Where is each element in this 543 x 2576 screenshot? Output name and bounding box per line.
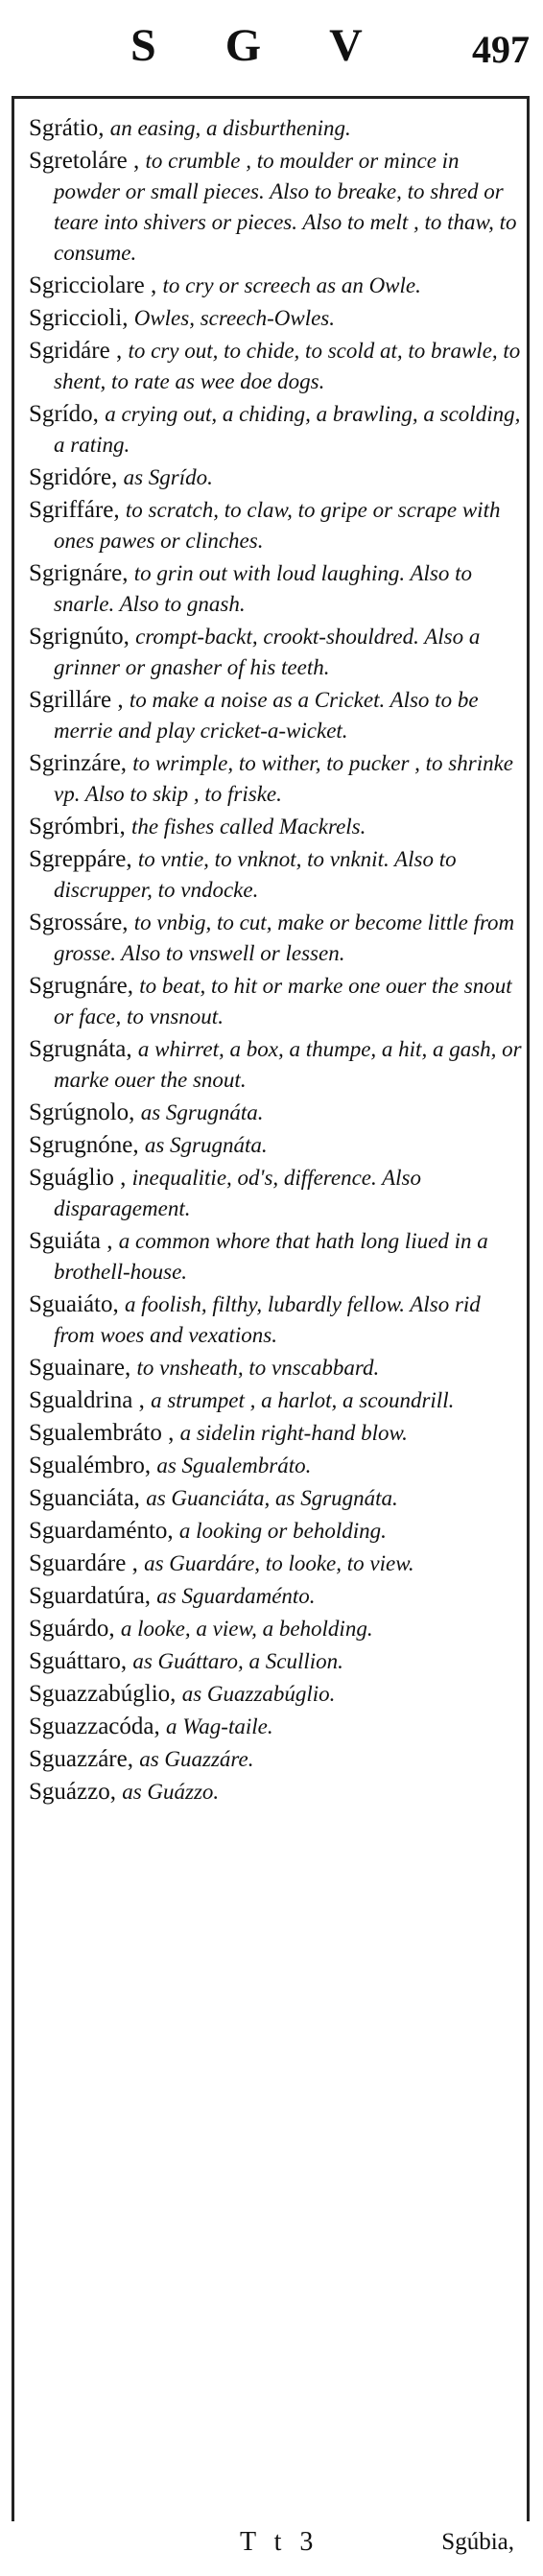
headword: Sgrinzáre, bbox=[29, 750, 128, 776]
definition: as Sguardaménto. bbox=[156, 1584, 316, 1608]
definition: to vnsheath, to vnscabbard. bbox=[136, 1356, 380, 1380]
headword: Sgrignáre, bbox=[29, 560, 129, 586]
headword: Sgrómbri, bbox=[29, 814, 126, 839]
dictionary-entry bbox=[29, 113, 526, 144]
definition: to vntie, to vnknot, to vnknit. Also to discrupper, to vndocke. bbox=[54, 847, 457, 902]
dictionary-entry bbox=[29, 971, 526, 1032]
headword: Sguárdo, bbox=[29, 1616, 115, 1642]
headword: Sgrugnáta, bbox=[29, 1036, 132, 1062]
definition: as Sgrugnáta. bbox=[140, 1100, 264, 1124]
dictionary-entry bbox=[29, 495, 526, 556]
signature-mark: T t 3 bbox=[240, 2527, 319, 2557]
dictionary-entry bbox=[29, 1385, 526, 1416]
dictionary-entry bbox=[29, 1226, 526, 1288]
dictionary-entry bbox=[29, 1548, 526, 1579]
headword: Sgricciolare , bbox=[29, 272, 157, 298]
definition: as Sgrugnáta. bbox=[144, 1133, 268, 1157]
definition: a common whore that hath long liued in a brothell-house. bbox=[54, 1229, 488, 1284]
definition: as Guanciáta, as Sgrugnáta. bbox=[146, 1486, 398, 1510]
headword: Sguáttaro, bbox=[29, 1648, 128, 1674]
definition: to cry or screech as an Owle. bbox=[162, 273, 421, 297]
definition: to crumble , to moulder or mince in powder or small pieces. Also to breake, to shred or teare into shivers or pieces. Also to melt , to thaw, to consume. bbox=[54, 149, 517, 265]
definition: as Guardáre, to looke, to view. bbox=[144, 1551, 414, 1575]
definition: the fishes called Mackrels. bbox=[130, 815, 366, 839]
headword: Sgrúgnolo, bbox=[29, 1099, 135, 1125]
definition: a sidelin right-hand blow. bbox=[179, 1421, 408, 1445]
catchword: Sgúbia, bbox=[441, 2529, 514, 2555]
headword: Sgridáre , bbox=[29, 338, 123, 364]
definition: crompt-backt, crookt-shouldred. Also a grinner or gnasher of his teeth. bbox=[54, 625, 481, 679]
definition: as Sgualembráto. bbox=[156, 1453, 312, 1477]
definition: to wrimple, to wither, to pucker , to shrinke vp. Also to skip , to friske. bbox=[54, 751, 514, 806]
headword: Sgualembráto , bbox=[29, 1420, 175, 1446]
running-head: S G V bbox=[130, 20, 391, 71]
headword: Sgrído, bbox=[29, 401, 99, 427]
definition: a foolish, filthy, lubardly fellow. Also rid from woes and vexations. bbox=[54, 1292, 481, 1347]
headword: Sguardáre , bbox=[29, 1550, 138, 1576]
dictionary-entry bbox=[29, 558, 526, 620]
dictionary-entry bbox=[29, 812, 526, 842]
dictionary-entry bbox=[29, 1130, 526, 1161]
left-column-rule bbox=[12, 96, 14, 2521]
dictionary-entry bbox=[29, 146, 526, 269]
definition: to scratch, to claw, to gripe or scrape with ones pawes or clinches. bbox=[54, 498, 501, 553]
headword: Sgrátio, bbox=[29, 115, 105, 141]
dictionary-entry bbox=[29, 1098, 526, 1128]
headword: Sgretoláre , bbox=[29, 148, 140, 174]
headword: Sguardatúra, bbox=[29, 1583, 152, 1609]
dictionary-entry bbox=[29, 1744, 526, 1775]
page-number: 497 bbox=[472, 28, 530, 71]
definition: a whirret, a box, a thumpe, a hit, a gash, or marke ouer the snout. bbox=[54, 1037, 522, 1092]
dictionary-entry bbox=[29, 1712, 526, 1742]
headword: Sguazzáre, bbox=[29, 1746, 133, 1772]
definition: a looke, a view, a beholding. bbox=[120, 1617, 373, 1641]
headword: Sgrilláre , bbox=[29, 687, 124, 713]
headword: Sguazzacóda, bbox=[29, 1713, 160, 1739]
definition: to cry out, to chide, to scold at, to brawle, to shent, to rate as wee doe dogs. bbox=[54, 339, 521, 393]
headword: Sguáglio , bbox=[29, 1165, 127, 1191]
headword: Sguaiáto, bbox=[29, 1291, 119, 1317]
dictionary-entry bbox=[29, 1353, 526, 1383]
definition: a looking or beholding. bbox=[178, 1519, 387, 1543]
dictionary-entry bbox=[29, 462, 526, 493]
dictionary-entry bbox=[29, 1646, 526, 1677]
definition: an easing, a disburthening. bbox=[109, 116, 351, 140]
definition: Owles, screech-Owles. bbox=[133, 306, 336, 330]
right-column-rule bbox=[527, 96, 530, 2521]
headword: Sguiáta , bbox=[29, 1228, 113, 1254]
definition: a crying out, a chiding, a brawling, a scolding, a rating. bbox=[54, 402, 521, 457]
headword: Sguardaménto, bbox=[29, 1518, 174, 1544]
dictionary-entry bbox=[29, 1516, 526, 1547]
headword: Sgridóre, bbox=[29, 464, 118, 490]
definition: as Guazzabúglio. bbox=[181, 1682, 336, 1706]
definition: to vnbig, to cut, make or become little from grosse. Also to vnswell or lessen. bbox=[54, 910, 515, 965]
headword: Sgrignúto, bbox=[29, 624, 130, 650]
dictionary-entry bbox=[29, 1483, 526, 1514]
dictionary-entry bbox=[29, 748, 526, 810]
dictionary-entry bbox=[29, 336, 526, 397]
headword: Sgriffáre, bbox=[29, 497, 120, 523]
definition: a strumpet , a harlot, a scoundrill. bbox=[151, 1388, 455, 1412]
definition: a Wag-taile. bbox=[165, 1714, 273, 1738]
header-rule bbox=[12, 96, 530, 99]
dictionary-entry bbox=[29, 1451, 526, 1481]
headword: Sguazzabúglio, bbox=[29, 1681, 177, 1707]
dictionary-entry bbox=[29, 303, 526, 334]
dictionary-entry bbox=[29, 1614, 526, 1644]
definition: to beat, to hit or marke one ouer the snout or face, to vnsnout. bbox=[54, 974, 512, 1028]
dictionary-entry bbox=[29, 271, 526, 301]
dictionary-entry bbox=[29, 908, 526, 969]
definition: to make a noise as a Cricket. Also to be merrie and play cricket-a-wicket. bbox=[54, 688, 479, 743]
dictionary-entry bbox=[29, 1581, 526, 1612]
dictionary-entry bbox=[29, 1679, 526, 1710]
dictionary-entry bbox=[29, 844, 526, 906]
headword: Sgrugnáre, bbox=[29, 973, 133, 999]
entry-list bbox=[29, 113, 526, 1809]
definition: as Guáttaro, a Scullion. bbox=[132, 1649, 343, 1673]
headword: Sguainare, bbox=[29, 1355, 131, 1381]
dictionary-entry bbox=[29, 1163, 526, 1224]
headword: Sgreppáre, bbox=[29, 846, 132, 872]
definition: as Sgrído. bbox=[123, 465, 213, 489]
dictionary-entry bbox=[29, 622, 526, 683]
headword: Sgrugnóne, bbox=[29, 1132, 139, 1158]
page-footer bbox=[0, 2523, 543, 2571]
headword: Sguanciáta, bbox=[29, 1485, 140, 1511]
dictionary-entry bbox=[29, 399, 526, 461]
headword: Sgualdrina , bbox=[29, 1387, 145, 1413]
headword: Sguázzo, bbox=[29, 1779, 116, 1805]
definition: as Guázzo. bbox=[122, 1780, 220, 1804]
dictionary-entry bbox=[29, 1289, 526, 1351]
definition: as Guazzáre. bbox=[139, 1747, 254, 1771]
dictionary-entry bbox=[29, 1034, 526, 1096]
page-header bbox=[17, 13, 535, 88]
headword: Sgriccioli, bbox=[29, 305, 129, 331]
headword: Sgrossáre, bbox=[29, 910, 129, 935]
dictionary-entry bbox=[29, 1418, 526, 1449]
headword: Sgualémbro, bbox=[29, 1453, 152, 1478]
dictionary-entry bbox=[29, 1777, 526, 1808]
dictionary-entry bbox=[29, 685, 526, 746]
definition: to grin out with loud laughing. Also to snarle. Also to gnash. bbox=[54, 561, 472, 616]
definition: inequalitie, od's, difference. Also disparagement. bbox=[54, 1166, 421, 1220]
